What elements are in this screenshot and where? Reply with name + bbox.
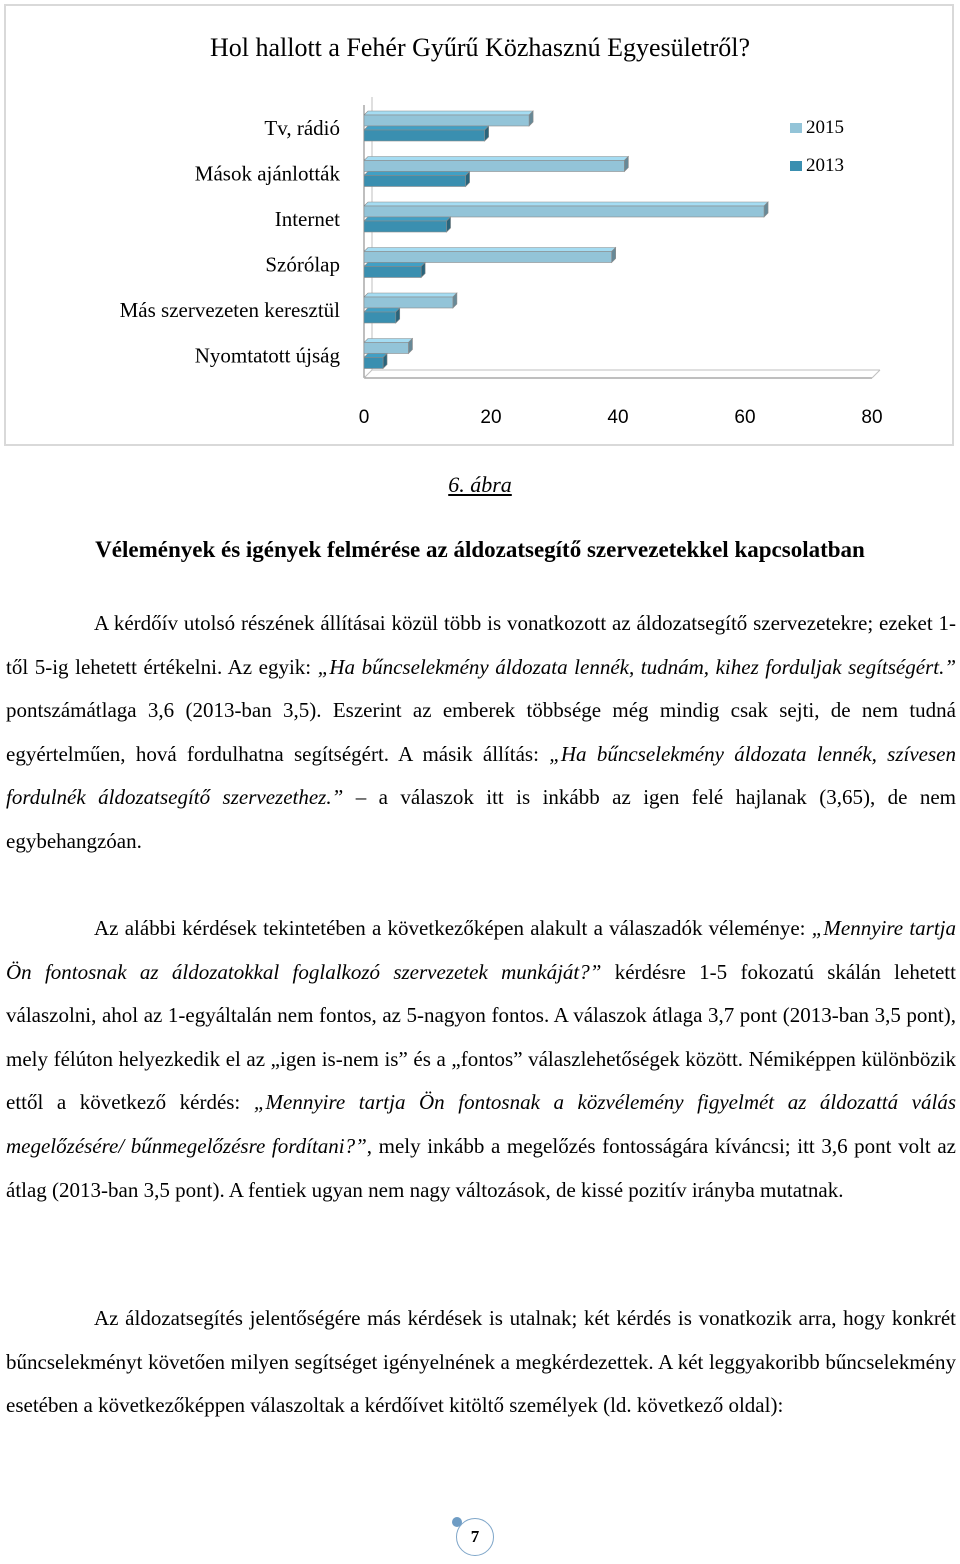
bar-top-face (364, 172, 470, 176)
x-tick-label: 40 (607, 407, 629, 428)
section-heading: Vélemények és igények felmérése az áldozatsegítő szervezetekkel kapcsolatban (95, 537, 865, 562)
paragraph-1-text-3: – a válaszok itt is inkább az igen felé hajlanak (3,65), de nem egybehangzóan. (6, 785, 956, 853)
bar-top-face (364, 308, 400, 312)
bar-top-face (364, 248, 616, 252)
legend-swatch-2015 (790, 123, 802, 133)
x-tick-label: 80 (861, 407, 883, 428)
bar-2013 (364, 312, 396, 323)
bar-2013 (364, 358, 383, 369)
bar-2015 (364, 297, 453, 308)
bar-2015 (364, 206, 764, 217)
plot-floor-right (872, 370, 880, 378)
paragraph-1 (6, 602, 956, 864)
bar-top-face (364, 263, 425, 267)
legend-swatch-2013 (790, 161, 802, 171)
bar-2013 (364, 176, 466, 187)
bar-2015 (364, 252, 612, 263)
category-label: Szórólap (265, 252, 340, 277)
plot-floor-edge (364, 370, 372, 378)
paragraph-3-text-1: Az áldozatsegítés jelentőségére más kérdések is utalnak; két kérdés is vonatkozik arra, hogy konkrét bűncselekményt követően milyen segítséget igényelnének a megkérdezettek. A két leggyakoribb bűncselekmény esetében a következőképpen válaszoltak a kérdőívet kitöltő személyek (ld. következő oldal): (6, 1306, 956, 1418)
bar-2013 (364, 221, 447, 232)
legend-label: 2013 (806, 155, 844, 176)
paragraph-2-quote-2: „Mennyire tartja Ön fontosnak a közvélemény figyelmét az áldozattá válás megelőzésére/ bűnmegelőzésre fordítani?” (6, 1090, 956, 1158)
x-tick-label: 0 (358, 407, 370, 428)
paragraph-1-text-1: A kérdőív utolsó részének állításai közül több is vonatkozott az áldozatsegítő szervezetekre; ezeket 1-től 5-ig lehetett értékelni. Az egyik: (6, 611, 956, 679)
bar-2015 (364, 161, 624, 172)
bar-top-face (364, 293, 457, 297)
category-label: Más szervezeten keresztül (119, 298, 340, 322)
bar-top-face (364, 339, 412, 343)
bar-2013 (364, 267, 421, 278)
paragraph-2-quote-1: „Mennyire tartja Ön fontosnak az áldozatokkal foglalkozó szervezetek munkáját?” (6, 916, 956, 984)
category-label: Mások ajánlották (194, 161, 340, 186)
bar-2013 (364, 130, 485, 141)
figure-caption: 6. ábra (448, 472, 512, 497)
paragraph-2 (6, 907, 956, 1212)
paragraph-2-text-1: Az alábbi kérdések tekintetében a következőképen alakult a válaszadók véleménye: (94, 916, 812, 940)
bar-chart (0, 0, 960, 450)
category-label: Tv, rádió (264, 116, 340, 140)
paragraph-1-quote-2: „Ha bűncselekmény áldozata lennék, szívesen fordulnék áldozatsegítő szervezethez.” (6, 741, 956, 810)
x-tick-label: 20 (480, 407, 502, 428)
bar-2015 (364, 115, 529, 126)
bar-top-face (364, 202, 768, 206)
bar-top-face (364, 111, 533, 115)
bar-top-face (364, 157, 628, 161)
chart-title: Hol hallott a Fehér Gyűrű Közhasznú Egyesületről? (209, 33, 751, 62)
paragraph-2-text-3: , mely inkább a megelőzés fontosságára kíváncsi; itt 3,6 pont volt az átlag (2013-ban 3,5 pont). A fentiek ugyan nem nagy változások, de kissé pozitív irányba mutatnak. (6, 1133, 956, 1202)
x-tick-label: 60 (734, 407, 756, 428)
page-number: 7 (456, 1518, 494, 1556)
bar-top-face (364, 126, 489, 130)
paragraph-2-text-2: kérdésre 1-5 fokozatú skálán lehetett válaszolni, ahol az 1-egyáltalán nem fontos, az 5-nagyon fontos. A válaszok átlaga 3,7 pont (2013-ban 3,5 pont), mely félúton helyezkedik el az „igen is-nem is” és a „fontos” válaszlehetőségek között. Némiképpen különbözik ettől a következő kérdés: (6, 959, 956, 1115)
category-label: Nyomtatott újság (194, 343, 340, 368)
paragraph-3 (6, 1297, 956, 1428)
category-label: Internet (274, 207, 340, 231)
legend-label: 2015 (806, 117, 844, 138)
bar-top-face (364, 217, 451, 221)
paragraph-1-text-2: pontszámátlaga 3,6 (2013-ban 3,5). Eszerint az emberek többsége még mindig csak sejti, de nem tudná egyértelműen, hová fordulhatna segítségért. A másik állítás: (6, 698, 956, 766)
bar-2015 (364, 343, 408, 354)
paragraph-1-quote-1: „Ha bűncselekmény áldozata lennék, tudnám, kihez forduljak segítségért.” (317, 654, 956, 679)
